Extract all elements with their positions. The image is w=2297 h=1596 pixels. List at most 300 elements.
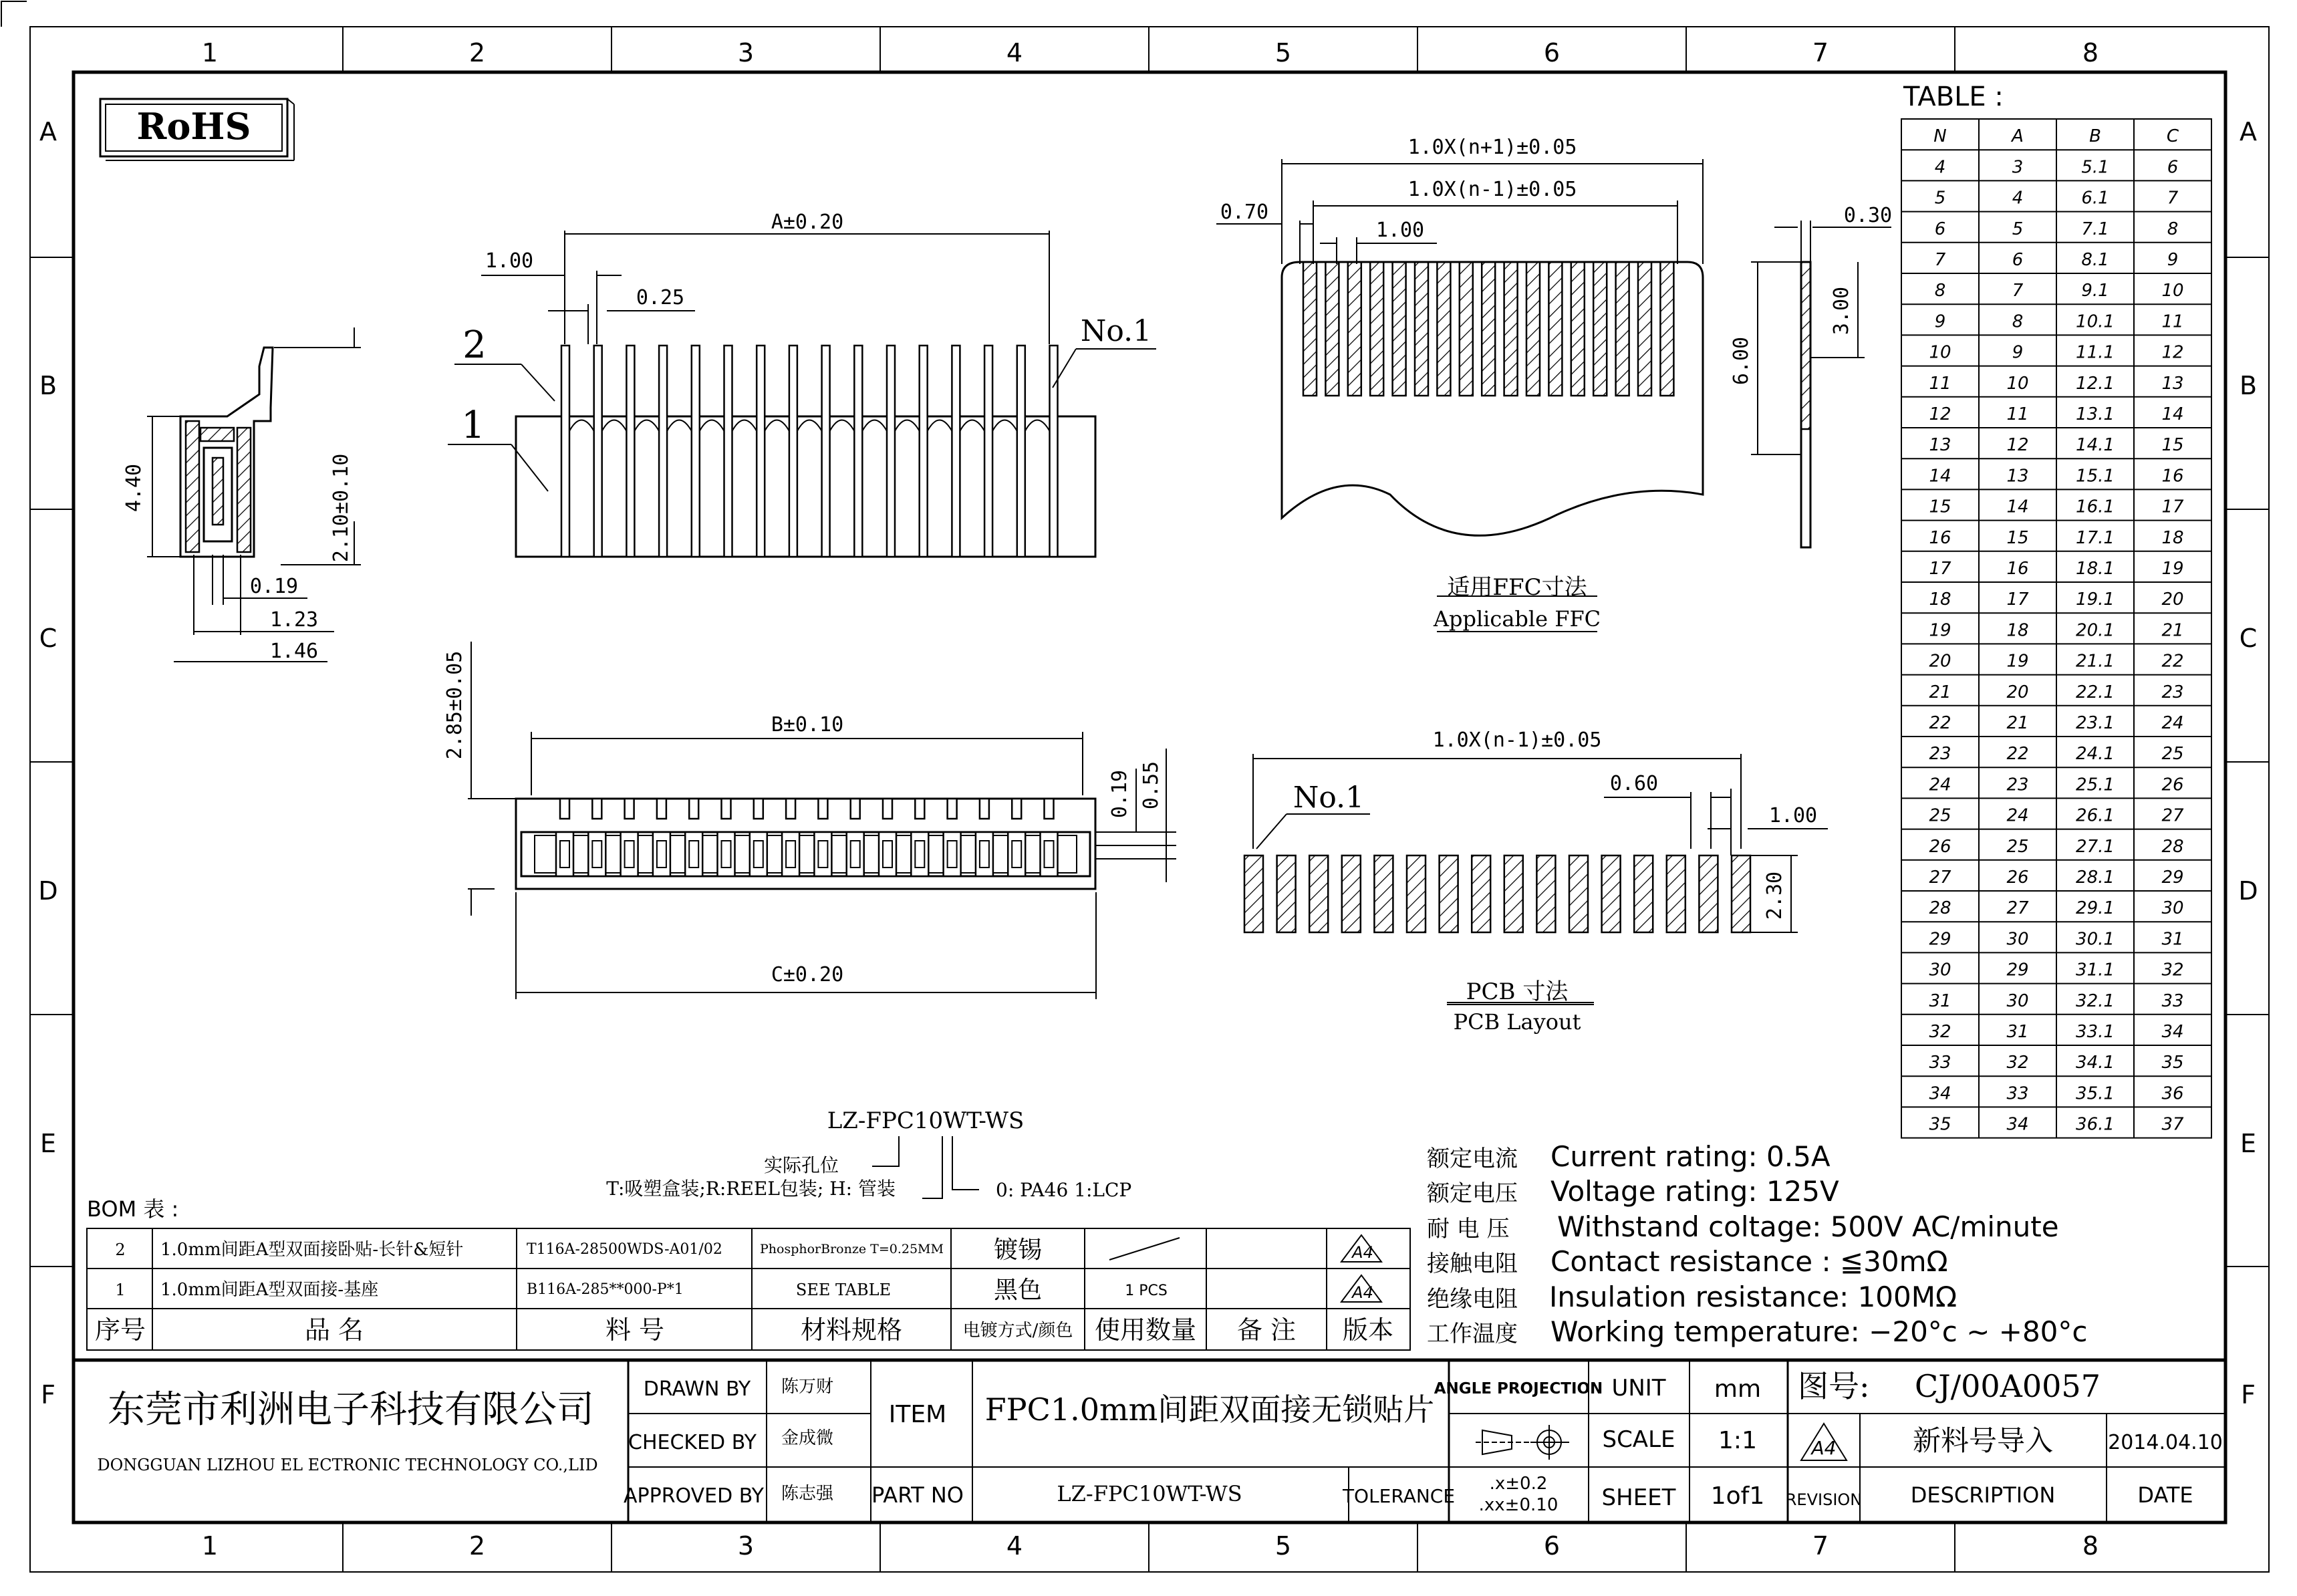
bom-row-no: 1: [115, 1281, 126, 1299]
size-table-cell: 34: [1929, 1083, 1951, 1104]
front-pin: [626, 346, 634, 557]
col-label-top: 7: [1812, 38, 1829, 68]
ffc-conductor: [1526, 262, 1540, 396]
size-table-cell: 19.1: [2076, 589, 2115, 610]
bom-row-part: B116A-285**000-P*1: [527, 1281, 684, 1298]
side-dim-total: 2.10±0.10: [329, 453, 353, 563]
size-table-cell: 27: [2006, 898, 2029, 919]
row-label-right: F: [2241, 1380, 2256, 1410]
bottom-pin-tab: [948, 799, 957, 819]
part-code: LZ-FPC10WT-WS: [827, 1107, 1025, 1134]
ffc-conductor: [1370, 262, 1383, 396]
ffc-dim-070: 0.70: [1220, 201, 1269, 224]
scale-label: SCALE: [1602, 1426, 1675, 1453]
bottom-pin-tab: [1045, 799, 1054, 819]
bom-row-rev: A4: [1352, 1283, 1373, 1302]
spec-value-en: Working temperature: −20°c ~ +80°c: [1550, 1315, 2088, 1348]
size-table-cell: 23.1: [2076, 713, 2115, 733]
size-table-cell: 13: [2161, 373, 2184, 394]
front-pin: [561, 346, 569, 557]
bottom-pin: [621, 832, 638, 876]
size-table-cell: 29.1: [2076, 898, 2115, 919]
size-table-cell: 4: [2012, 188, 2024, 209]
part-code-legend: [606, 1107, 1131, 1201]
drawn-by-label: DRAWN BY: [643, 1377, 751, 1401]
pcb-pad: [1667, 855, 1685, 932]
bottom-pin-tab: [1012, 799, 1021, 819]
front-pin-arc: [569, 420, 594, 432]
size-table-cell: 31: [2006, 1022, 2029, 1042]
size-table-cell: 4: [1934, 157, 1946, 178]
bottom-dim-019: 0.19: [1108, 769, 1131, 819]
row-label-right: E: [2240, 1129, 2257, 1158]
front-pin-arc: [667, 420, 692, 432]
size-table-cell: 27: [1929, 868, 1951, 888]
ffc-conductor: [1415, 262, 1428, 396]
spec-label-cn: 额定电压: [1427, 1180, 1518, 1207]
pcb-no1-label: No.1: [1293, 781, 1365, 815]
front-callout-2: 2: [462, 323, 487, 367]
side-dim-123: 1.23: [269, 608, 319, 632]
size-table-cell: 7: [2167, 188, 2179, 209]
front-pin: [887, 346, 895, 557]
company-name-cn: 东莞市利洲电子科技有限公司: [108, 1388, 594, 1432]
size-table-cell: 25: [1929, 805, 1951, 826]
size-table-cell: 25: [2006, 836, 2029, 857]
front-no1-label: No.1: [1080, 314, 1152, 348]
ffc-conductor: [1303, 262, 1317, 396]
size-table-cell: 19: [2006, 651, 2029, 672]
pcb-pad: [1504, 855, 1523, 932]
size-table-cell: 35: [1929, 1114, 1951, 1135]
row-label-left: D: [38, 876, 58, 906]
size-table-cell: 32: [1929, 1022, 1951, 1042]
bottom-dim-c: C±0.20: [771, 963, 844, 986]
size-table-cell: 8: [1934, 281, 1946, 301]
front-pin-arc: [765, 420, 789, 432]
size-table-cell: 16: [2006, 559, 2029, 579]
size-table-cell: 8: [2167, 219, 2179, 239]
front-pin-arc: [797, 420, 822, 432]
size-table-cell: 15: [1929, 497, 1951, 517]
size-table-cell: 14: [1929, 466, 1951, 487]
pcb-pad: [1277, 855, 1296, 932]
pcb-caption-cn: PCB 寸法: [1466, 978, 1569, 1005]
size-table-cell: 33: [2161, 990, 2184, 1011]
size-table-cell: 17: [2161, 497, 2184, 517]
bom-header: 备 注: [1236, 1315, 1297, 1345]
size-table-cell: 29: [2006, 960, 2029, 980]
front-pin: [854, 346, 862, 557]
side-dim-height: 4.40: [122, 463, 146, 513]
size-table-cell: 30: [2006, 990, 2029, 1011]
col-label-bottom: 4: [1006, 1531, 1023, 1561]
size-table-cell: 9: [1934, 311, 1946, 332]
col-label-top: 2: [468, 38, 486, 68]
bottom-pin-tab: [560, 799, 569, 819]
ffc-dim-thickness: 0.30: [1843, 204, 1893, 227]
size-table-cell: 24: [1929, 775, 1951, 795]
bom-qty-dash: [1109, 1238, 1180, 1260]
size-table-cell: 7.1: [2081, 219, 2109, 239]
tolerance-label: TOLERANCE: [1342, 1485, 1456, 1507]
pcb-dim-060: 0.60: [1609, 772, 1659, 795]
ffc-conductor: [1437, 262, 1450, 396]
front-pin-arc: [960, 420, 984, 432]
size-table-cell: 28.1: [2076, 868, 2115, 888]
size-table-cell: 35.1: [2076, 1083, 2115, 1104]
size-table-cell: 22: [2006, 744, 2029, 765]
revision-value: A4: [1811, 1437, 1837, 1459]
tolerance-2dp: .xx±0.10: [1478, 1495, 1559, 1515]
size-table-cell: 32: [2006, 1053, 2029, 1073]
size-table-cell: 5: [1934, 188, 1946, 209]
bottom-pin-tab: [722, 799, 731, 819]
col-label-top: 5: [1274, 38, 1292, 68]
size-table-cell: 9: [2012, 342, 2024, 363]
size-table-cell: 31.1: [2076, 960, 2115, 980]
size-table: [1901, 82, 2211, 1138]
size-table-cell: 6.1: [2081, 188, 2109, 209]
spec-label-cn: 额定电流: [1427, 1146, 1518, 1172]
pcb-dim-230: 2.30: [1763, 871, 1786, 920]
front-pin-arc: [700, 420, 724, 432]
front-pin: [692, 346, 700, 557]
size-table-cell: 34: [2006, 1114, 2029, 1135]
size-table-cell: 33: [1929, 1053, 1951, 1073]
size-table-cell: 31: [2161, 929, 2184, 950]
row-label-right: B: [2239, 371, 2258, 400]
revision-label: REVISION: [1785, 1490, 1863, 1509]
bottom-dim-055: 0.55: [1139, 761, 1163, 810]
size-table-cell: 11: [2006, 404, 2029, 424]
spec-label-cn: 接触电阻: [1427, 1250, 1518, 1277]
size-table-cell: 9: [2167, 250, 2179, 270]
front-pin: [659, 346, 667, 557]
size-table-cell: 7: [2012, 281, 2024, 301]
size-table-cell: 20: [2006, 682, 2029, 702]
size-table-cell: 33.1: [2076, 1022, 2115, 1042]
table-title: TABLE :: [1903, 82, 2004, 112]
bottom-pin: [944, 832, 961, 876]
front-pin: [822, 346, 830, 557]
spec-value-en: Insulation resistance: 100MΩ: [1549, 1281, 1957, 1313]
size-table-cell: 34: [2161, 1022, 2184, 1042]
col-label-top: 4: [1006, 38, 1023, 68]
pcb-pads: [1244, 855, 1750, 932]
size-table-cell: 26: [2006, 868, 2029, 888]
ffc-caption-cn: 适用FFC寸法: [1447, 574, 1587, 601]
size-table-cell: 26: [2161, 775, 2184, 795]
bom-row-material: SEE TABLE: [795, 1281, 892, 1299]
row-label-right: D: [2238, 876, 2258, 906]
size-table-cell: 11: [2161, 311, 2184, 332]
front-pin-arc: [732, 420, 757, 432]
size-table-cell: 27: [2161, 805, 2184, 826]
ffc-conductor: [1571, 262, 1585, 396]
bom-header: 使用数量: [1094, 1315, 1197, 1345]
actual-holes-label: 实际孔位: [763, 1154, 839, 1176]
size-table-cell: 26.1: [2076, 805, 2115, 826]
rohs-label: RoHS: [136, 105, 251, 148]
size-table-cell: 18: [1929, 589, 1951, 610]
size-table-cell: 10: [1929, 342, 1951, 363]
front-pin-arc: [895, 420, 920, 432]
front-pin: [1050, 346, 1058, 557]
pcb-pad: [1569, 855, 1588, 932]
size-table-cell: 25: [2161, 744, 2184, 765]
ffc-view: [1216, 136, 1703, 632]
size-table-cell: 12.1: [2076, 373, 2115, 394]
pcb-dim-100: 1.00: [1768, 804, 1818, 827]
bottom-pin-tab: [883, 799, 892, 819]
size-table-cell: 19: [1929, 620, 1951, 641]
pcb-pad: [1374, 855, 1393, 932]
front-pin: [920, 346, 928, 557]
projection-symbol-icon: [1476, 1425, 1569, 1460]
bottom-pin: [814, 832, 831, 876]
col-label-bottom: 1: [201, 1531, 219, 1561]
front-pin: [757, 346, 765, 557]
ffc-conductor: [1325, 262, 1339, 396]
front-pin: [789, 346, 797, 557]
size-table-cell: 15.1: [2076, 466, 2115, 487]
checked-by-value: 金成微: [781, 1428, 834, 1448]
size-table-cell: 30: [2006, 929, 2029, 950]
front-callout-1: 1: [461, 404, 485, 447]
ffc-conductor: [1504, 262, 1518, 396]
pcb-pad: [1309, 855, 1328, 932]
drawing-no-value: CJ/00A0057: [1915, 1368, 2101, 1404]
spec-value-en: Current rating: 0.5A: [1550, 1140, 1831, 1173]
bom-title: BOM 表 :: [87, 1196, 179, 1222]
size-table-cell: 14.1: [2076, 435, 2115, 456]
size-table-cell: 18: [2161, 527, 2184, 548]
bottom-pin: [782, 832, 799, 876]
size-table-cell: 13: [2006, 466, 2029, 487]
part-no-value: LZ-FPC10WT-WS: [1057, 1481, 1242, 1506]
bottom-view: [443, 642, 1176, 999]
bottom-pin: [588, 832, 605, 876]
bottom-pin: [718, 832, 735, 876]
size-table-cell: 30: [2161, 898, 2184, 919]
spec-label-cn: 绝缘电阻: [1427, 1286, 1518, 1313]
bottom-dim-b: B±0.10: [771, 713, 844, 737]
ffc-dim-n-minus-1: 1.0X(n-1)±0.05: [1407, 178, 1577, 201]
col-label-bottom: 8: [2082, 1531, 2099, 1561]
size-table-cell: 18: [2006, 620, 2029, 641]
size-table-cell: 6: [2012, 250, 2024, 270]
row-label-left: B: [39, 371, 57, 400]
col-label-top: 6: [1543, 38, 1561, 68]
pcb-pad: [1602, 855, 1621, 932]
size-table-cell: 24: [2006, 805, 2029, 826]
pcb-dim-n-minus-1: 1.0X(n-1)±0.05: [1432, 728, 1602, 752]
bom-row-no: 2: [115, 1240, 126, 1259]
size-table-cell: 5.1: [2081, 157, 2109, 178]
approved-by-value: 陈志强: [781, 1484, 834, 1504]
col-label-bottom: 6: [1543, 1531, 1561, 1561]
ffc-dim-n-plus-1: 1.0X(n+1)±0.05: [1407, 136, 1577, 159]
change-description: 新料号导入: [1912, 1424, 2054, 1457]
size-table-cell: 24.1: [2076, 744, 2115, 765]
front-pin: [724, 346, 732, 557]
size-table-cell: 20: [1929, 651, 1951, 672]
col-label-top: 8: [2082, 38, 2099, 68]
size-table-cell: 15: [2006, 527, 2029, 548]
bottom-pin: [847, 832, 864, 876]
unit-value: mm: [1714, 1375, 1762, 1403]
size-table-cell: 11: [1929, 373, 1951, 394]
size-table-cell: 32.1: [2076, 990, 2115, 1011]
bom-row-plating: 黑色: [993, 1277, 1043, 1304]
size-table-cell: 23: [2006, 775, 2029, 795]
front-pin-arc: [992, 420, 1017, 432]
bottom-pin: [976, 832, 993, 876]
bottom-pin-tab: [851, 799, 860, 819]
front-dim-pin: 0.25: [636, 286, 685, 309]
side-dim-146: 1.46: [269, 640, 319, 663]
bom-header: 序号: [94, 1315, 146, 1345]
pcb-pad: [1732, 855, 1750, 932]
item-value: FPC1.0mm间距双面接无锁贴片: [984, 1391, 1435, 1428]
bottom-pin: [556, 832, 573, 876]
size-table-cell: 29: [2161, 868, 2184, 888]
material-legend: 0: PA46 1:LCP: [996, 1179, 1132, 1201]
spec-label-cn: 工作温度: [1427, 1321, 1518, 1347]
side-dim-019: 0.19: [249, 575, 299, 598]
col-label-bottom: 2: [468, 1531, 486, 1561]
ffc-conductor: [1393, 262, 1406, 396]
bom-row-rev: A4: [1352, 1243, 1373, 1262]
tolerance-1dp: .x±0.2: [1489, 1474, 1548, 1494]
bottom-pin: [1008, 832, 1025, 876]
ffc-conductor: [1482, 262, 1495, 396]
col-label-top: 3: [737, 38, 755, 68]
size-table-header: A: [2012, 126, 2024, 147]
ffc-dim-100: 1.00: [1375, 219, 1425, 242]
ffc-dim-600: 6.00: [1730, 336, 1753, 386]
approved-by-label: APPROVED BY: [623, 1484, 765, 1508]
front-view: [448, 211, 1156, 557]
pcb-pad: [1699, 855, 1718, 932]
pcb-pad: [1634, 855, 1653, 932]
ffc-conductor: [1616, 262, 1629, 396]
size-table-cell: 23: [2161, 682, 2184, 702]
size-table-cell: 16: [2161, 466, 2184, 487]
size-table-cell: 21.1: [2076, 651, 2115, 672]
size-table-cell: 18.1: [2076, 559, 2115, 579]
bottom-pin: [685, 832, 702, 876]
bottom-pin: [750, 832, 767, 876]
ffc-stripes: [1303, 262, 1673, 396]
size-table-cell: 13.1: [2076, 404, 2115, 424]
size-table-cell: 20.1: [2076, 620, 2115, 641]
size-table-header: B: [2089, 126, 2101, 147]
size-table-cell: 10: [2006, 373, 2029, 394]
size-table-cell: 20: [2161, 589, 2184, 610]
spec-value-en: Withstand coltage: 500V AC/minute: [1557, 1210, 2059, 1243]
size-table-cell: 35: [2161, 1053, 2184, 1073]
date-label: DATE: [2137, 1482, 2193, 1508]
size-table-header: C: [2166, 126, 2179, 147]
size-table-cell: 8: [2012, 311, 2024, 332]
size-table-cell: 28: [1929, 898, 1951, 919]
ffc-caption-en: Applicable FFC: [1433, 606, 1601, 632]
pcb-pad: [1342, 855, 1361, 932]
ffc-dim-300: 3.00: [1830, 286, 1853, 336]
size-table-cell: 26: [1929, 836, 1951, 857]
part-no-label: PART NO: [871, 1482, 964, 1508]
size-table-cell: 12: [2006, 435, 2029, 456]
size-table-cell: 22.1: [2076, 682, 2115, 702]
ffc-side-view: [1730, 204, 1892, 547]
size-table-cell: 6: [1934, 219, 1946, 239]
bom-row-material: PhosphorBronze T=0.25MM: [760, 1242, 944, 1256]
checked-by-label: CHECKED BY: [628, 1431, 757, 1454]
size-table-cell: 10.1: [2076, 311, 2115, 332]
ffc-conductor: [1348, 262, 1361, 396]
front-pin: [984, 346, 992, 557]
ffc-conductor: [1593, 262, 1607, 396]
front-pin-arc: [928, 420, 952, 432]
size-table-cell: 14: [2161, 404, 2184, 424]
size-table-cell: 22: [2161, 651, 2184, 672]
front-pins: [561, 346, 1058, 557]
front-pin: [594, 346, 602, 557]
size-table-cell: 15: [2161, 435, 2184, 456]
size-table-cell: 25.1: [2076, 775, 2115, 795]
bottom-pin-tab: [625, 799, 634, 819]
size-table-cell: 33: [2006, 1083, 2029, 1104]
bom-header: 材料规格: [800, 1315, 903, 1345]
bom-header: 电镀方式/颜色: [962, 1321, 1073, 1341]
size-table-cell: 9.1: [2081, 281, 2109, 301]
size-table-cell: 16.1: [2076, 497, 2115, 517]
size-table-cell: 8.1: [2081, 250, 2109, 270]
size-table-cell: 21: [2006, 713, 2029, 733]
size-table-cell: 14: [2006, 497, 2029, 517]
size-table-cell: 22: [1929, 713, 1951, 733]
scale-value: 1:1: [1718, 1427, 1757, 1454]
title-block: [74, 1360, 2225, 1522]
col-label-bottom: 5: [1274, 1531, 1292, 1561]
item-label: ITEM: [888, 1401, 947, 1428]
size-table-cell: 34.1: [2076, 1053, 2115, 1073]
bom-row-part: T116A-28500WDS-A01/02: [527, 1241, 722, 1258]
size-table-cell: 10: [2161, 281, 2184, 301]
size-table-cell: 11.1: [2076, 342, 2115, 363]
size-table-cell: 17: [1929, 559, 1951, 579]
size-table-cell: 19: [2161, 559, 2184, 579]
pcb-pad: [1244, 855, 1263, 932]
sheet-label: SHEET: [1601, 1484, 1676, 1511]
bom-header: 版本: [1342, 1315, 1394, 1345]
rohs-badge: [100, 99, 294, 160]
bottom-pin-tab: [657, 799, 666, 819]
bottom-pin: [653, 832, 670, 876]
size-table-cell: 36: [2161, 1083, 2184, 1104]
size-table-header: N: [1933, 126, 1947, 147]
col-label-bottom: 3: [737, 1531, 755, 1561]
spec-label-cn: 耐 电 压: [1427, 1216, 1510, 1242]
bottom-pin: [879, 832, 896, 876]
bottom-pins: [556, 799, 1058, 876]
size-table-cell: 24: [2161, 713, 2184, 733]
bottom-pin: [1041, 832, 1058, 876]
spec-value-en: Voltage rating: 125V: [1550, 1175, 1839, 1208]
bom-row-name: 1.0mm间距A型双面接卧贴-长针&短针: [160, 1240, 464, 1260]
